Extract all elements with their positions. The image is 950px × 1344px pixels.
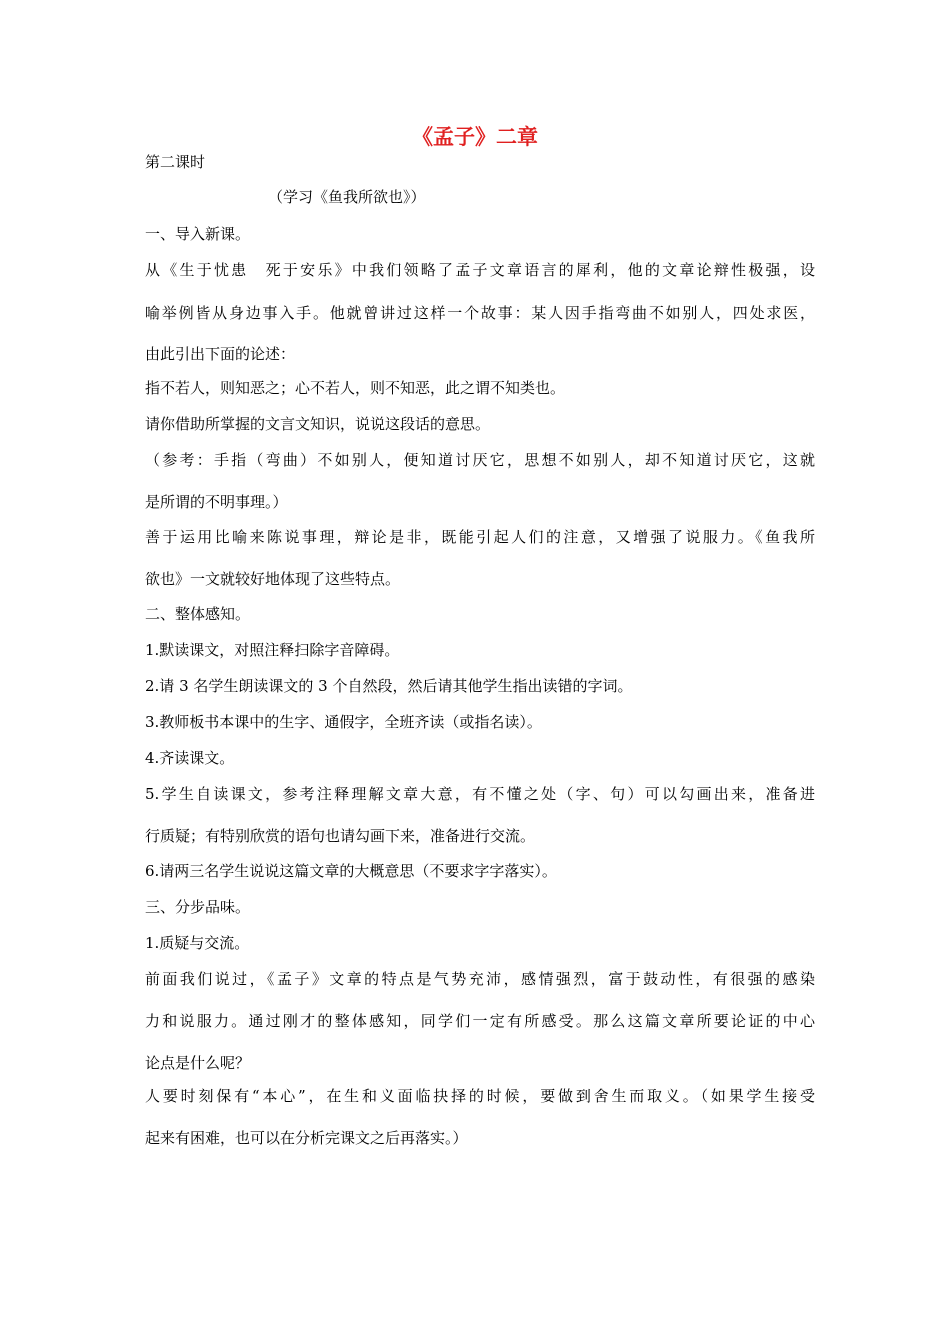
paragraph-line: 起来有困难，也可以在分析完课文之后再落实。） — [145, 1129, 468, 1147]
paragraph-line: 前面我们说过，《孟子》文章的特点是气势充沛，感情强烈，富于鼓动性，有很强的感染 — [145, 970, 815, 988]
document-title: 《孟子》二章 — [412, 124, 538, 149]
list-item: 2.请 3 名学生朗读课文的 3 个自然段，然后请其他学生指出读错的字词。 — [145, 677, 633, 695]
list-item: 3.教师板书本课中的生字、通假字，全班齐读（或指名读）。 — [145, 713, 542, 731]
paragraph-line: 从《生于忧患 死于安乐》中我们领略了孟子文章语言的犀利，他的文章论辩性极强，设 — [145, 261, 815, 279]
paragraph-line: 由此引出下面的论述： — [145, 345, 296, 363]
quote-line: 指不若人，则知恶之；心不若人，则不知恶，此之谓不知类也。 — [145, 379, 566, 397]
paragraph-line: 力和说服力。通过刚才的整体感知，同学们一定有所感受。那么这篇文章所要论证的中心 — [145, 1012, 815, 1030]
paragraph-line: 人要时刻保有“本心”，在生和义面临抉择的时候，要做到舍生而取义。（如果学生接受 — [145, 1087, 815, 1105]
section-heading-intro: 一、导入新课。 — [145, 225, 251, 243]
paragraph-line: 是所谓的不明事理。） — [145, 493, 288, 511]
paragraph-line: 喻举例皆从身边事入手。他就曾讲过这样一个故事：某人因手指弯曲不如别人，四处求医， — [145, 304, 815, 322]
list-item: 行质疑；有特别欣赏的语句也请勾画下来，准备进行交流。 — [145, 827, 536, 845]
paragraph-line: 欲也》一文就较好地体现了这些特点。 — [145, 570, 401, 588]
list-item: 4.齐读课文。 — [145, 749, 235, 767]
paragraph-line: 论点是什么呢？ — [145, 1054, 251, 1072]
paragraph-line: 善于运用比喻来陈说事理，辩论是非，既能引起人们的注意，又增强了说服力。《鱼我所 — [145, 528, 815, 546]
lesson-subtitle: （学习《鱼我所欲也》） — [268, 188, 426, 206]
paragraph-line: 请你借助所掌握的文言文知识，说说这段话的意思。 — [145, 415, 491, 433]
list-item: 1.默读课文，对照注释扫除字音障碍。 — [145, 641, 400, 659]
list-item: 5.学生自读课文，参考注释理解文章大意，有不懂之处（字、句）可以勾画出来，准备进 — [145, 785, 815, 803]
list-item: 6.请两三名学生说说这篇文章的大概意思（不要求字字落实）。 — [145, 862, 557, 880]
lesson-period: 第二课时 — [145, 153, 206, 171]
section-heading-overview: 二、整体感知。 — [145, 605, 251, 623]
section-heading-analysis: 三、分步品味。 — [145, 898, 251, 916]
list-item: 1.质疑与交流。 — [145, 934, 250, 952]
paragraph-line: （参考：手指（弯曲）不如别人，便知道讨厌它，思想不如别人，却不知道讨厌它，这就 — [145, 451, 815, 469]
